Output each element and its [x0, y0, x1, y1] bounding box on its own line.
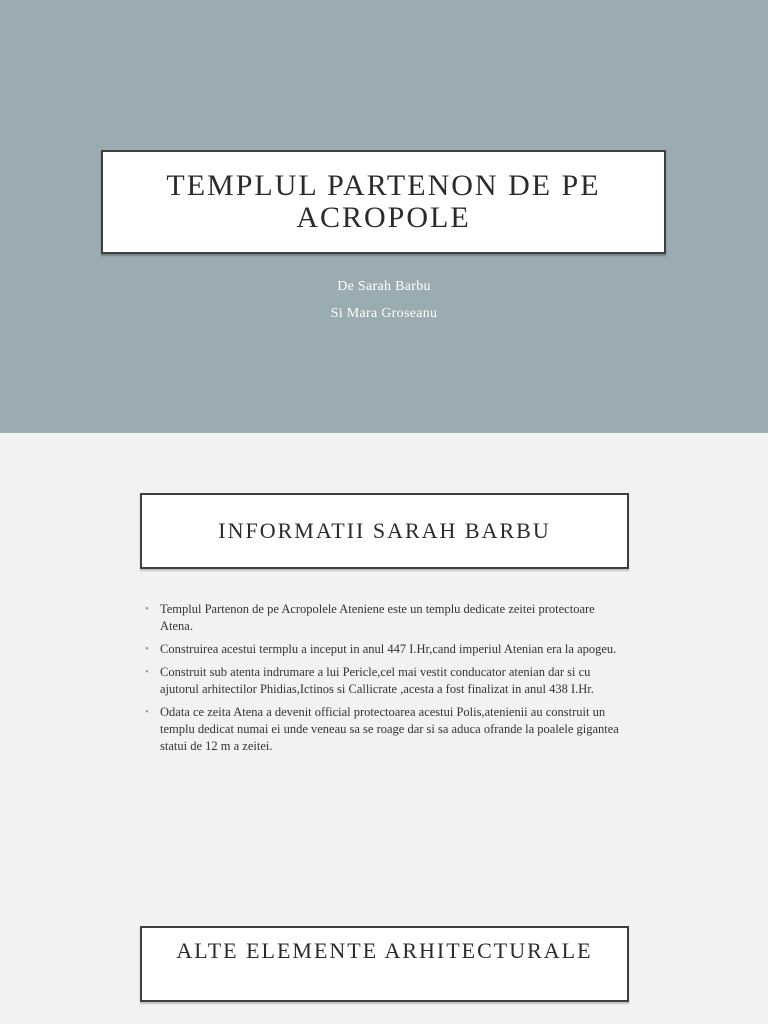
bullet-icon: •: [145, 706, 149, 718]
author-line-1: De Sarah Barbu: [337, 279, 431, 294]
presentation-title: TEMPLUL PARTENON DE PE ACROPOLE: [166, 169, 601, 234]
bullet-text: Templul Partenon de pe Acropolele Ateniene este un templu dedicate zeitei protectoare Atena.: [160, 602, 595, 633]
section-heading: INFORMATII SARAH BARBU: [218, 518, 551, 543]
bullet-item: [145, 704, 625, 755]
title-slide: [0, 0, 768, 433]
bullet-text: Construirea acestui termplu a inceput in anul 447 I.Hr,cand imperiul Atenian era la apogeu.: [160, 642, 617, 656]
section-heading-box: [140, 926, 629, 1002]
author-line-2: Si Mara Groseanu: [330, 306, 438, 321]
bullet-list: [145, 601, 625, 761]
bullet-text: Odata ce zeita Atena a devenit official protectoarea acestui Polis,atenienii au construit un templu dedicat numai ei unde veneau sa se roage dar si sa aduca ofrande la poalele gigantea statui de 12 m a zeitei.: [160, 705, 619, 753]
bullet-icon: •: [145, 603, 149, 615]
bullet-item: [145, 641, 625, 658]
section-heading: ALTE ELEMENTE ARHITECTURALE: [176, 938, 593, 963]
bullet-icon: •: [145, 666, 149, 678]
bullet-text: Construit sub atenta indrumare a lui Pericle,cel mai vestit conducator atenian dar si cu ajutorul arhitectilor Phidias,Ictinos si Callicrate ,acesta a fost finalizat in anul 438 I.Hr.: [160, 665, 594, 696]
info-slide: [0, 433, 768, 1024]
title-box: [101, 150, 666, 254]
bullet-item: [145, 601, 625, 635]
bullet-item: [145, 664, 625, 698]
section-heading-box: [140, 493, 629, 569]
bullet-icon: •: [145, 643, 149, 655]
